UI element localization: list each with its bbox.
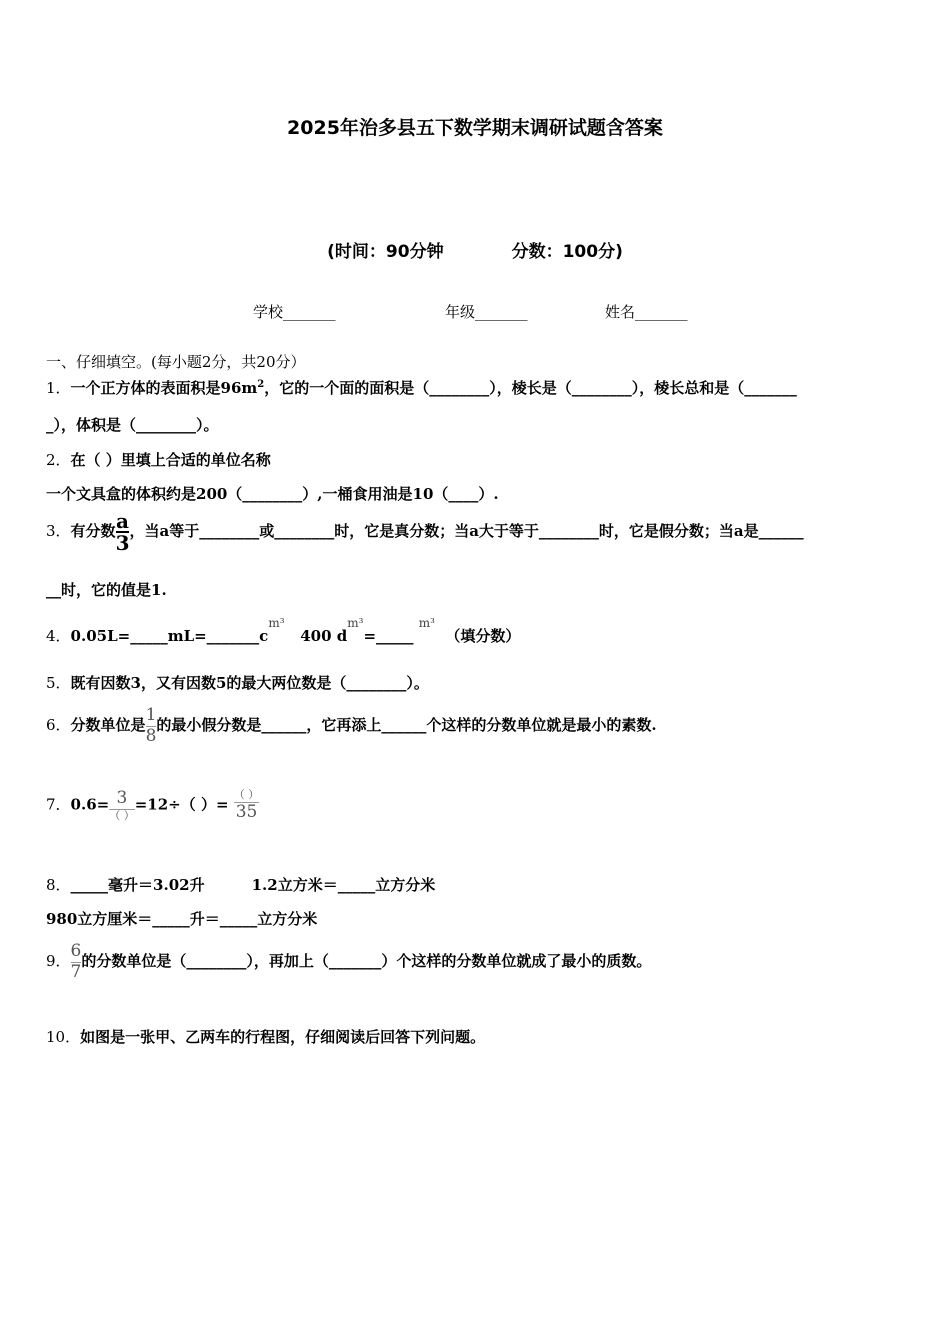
unit-cubic-meter: m³: [347, 616, 364, 630]
question-8-cont: 980立方厘米＝_____升＝_____立方分米: [46, 910, 318, 928]
page-title: 2025年治多县五下数学期末调研试题含答案: [287, 117, 663, 139]
question-text: 400 d: [300, 627, 348, 645]
question-text: 的最小假分数是______，它再添上______个这样的分数单位就是最小的素数.: [156, 716, 657, 735]
fraction-numerator: 6: [70, 941, 82, 961]
fraction-blank-over-35: [234, 789, 260, 822]
question-7: [46, 789, 259, 822]
question-2-cont: 一个文具盒的体积约是200（________）,一桶食用油是10（____）.: [46, 485, 499, 503]
question-text: （填分数）: [445, 627, 521, 645]
question-text: =12÷（ ）=: [134, 795, 229, 814]
school-field[interactable]: 学校_______: [253, 303, 336, 321]
question-text: 一个正方体的表面积是96m: [70, 379, 258, 397]
question-number: 10．: [46, 1028, 81, 1046]
question-text: 既有因数3，又有因数5的最大两位数是（________）。: [70, 674, 429, 692]
question-3-cont: __时，它的值是1.: [46, 581, 167, 599]
fraction-denominator-blank[interactable]: （ ）: [109, 808, 135, 822]
question-text: 分数单位是: [70, 716, 146, 735]
name-field[interactable]: 姓名_______: [605, 303, 688, 321]
question-2: [46, 449, 271, 470]
question-1: [46, 377, 797, 398]
question-number: 6．: [46, 716, 71, 735]
question-number: 3．: [46, 522, 71, 540]
fraction-numerator: a: [116, 509, 129, 533]
question-text: 如图是一张甲、乙两车的行程图，仔细阅读后回答下列问题。: [80, 1028, 486, 1046]
question-6: [46, 706, 657, 746]
question-number: 5．: [46, 674, 71, 692]
fraction-six-sevenths: [71, 942, 82, 982]
time-limit: (时间：90分钟: [327, 242, 444, 262]
question-text: _____毫升＝3.02升: [70, 876, 205, 894]
question-number: 8．: [46, 876, 71, 894]
fraction-a-over-3: [116, 511, 130, 553]
question-text: ，它的一个面的面积是（________），棱长是（________），棱长总和是（_______: [264, 379, 797, 397]
question-text: 0.05L=_____mL=_______c: [70, 627, 269, 645]
fraction-numerator-blank[interactable]: （ ）: [233, 788, 260, 801]
unit-cubic-meter: m³: [268, 616, 285, 630]
question-number: 4．: [46, 627, 71, 645]
question-text: 在（ ）里填上合适的单位名称: [70, 451, 271, 469]
question-text: 0.6=: [70, 795, 110, 814]
question-4: [46, 616, 521, 646]
fraction-three-over-blank: [109, 789, 135, 822]
grade-field[interactable]: 年级_______: [445, 303, 528, 321]
fraction-denominator: 3: [115, 531, 130, 555]
unit-cubic-meter: m³: [418, 616, 435, 630]
question-number: 7．: [46, 795, 71, 814]
question-number: 1．: [46, 379, 71, 397]
question-text: 的分数单位是（________），再加上（_______）个这样的分数单位就成了最小的质数。: [81, 952, 652, 971]
fraction-denominator: 35: [235, 801, 258, 822]
fraction-numerator: 3: [109, 789, 135, 810]
superscript: 2: [257, 379, 265, 390]
fraction-denominator: 8: [145, 725, 157, 746]
question-5: [46, 672, 429, 693]
question-9: [46, 942, 651, 982]
question-text: =_____: [363, 627, 414, 645]
question-number: 2．: [46, 451, 71, 469]
question-number: 9．: [46, 952, 71, 971]
exam-meta: [0, 237, 950, 262]
section-heading: 一、仔细填空。(每小题2分，共20分）: [46, 353, 306, 371]
question-3: [46, 511, 804, 553]
total-score: 分数：100分): [511, 242, 623, 262]
question-text: 有分数: [70, 522, 116, 540]
question-8: [46, 874, 435, 895]
question-text: 1.2立方米＝_____立方分米: [251, 876, 436, 894]
fraction-numerator: 1: [145, 705, 157, 725]
question-1-cont: _），体积是（________）。: [46, 416, 219, 434]
fraction-denominator: 7: [70, 961, 82, 982]
question-10: [46, 1026, 485, 1047]
fraction-one-eighth: [146, 706, 157, 746]
question-text: ，当a等于________或________时，它是真分数；当a大于等于________时，它是假分数；当a是______: [129, 522, 804, 540]
